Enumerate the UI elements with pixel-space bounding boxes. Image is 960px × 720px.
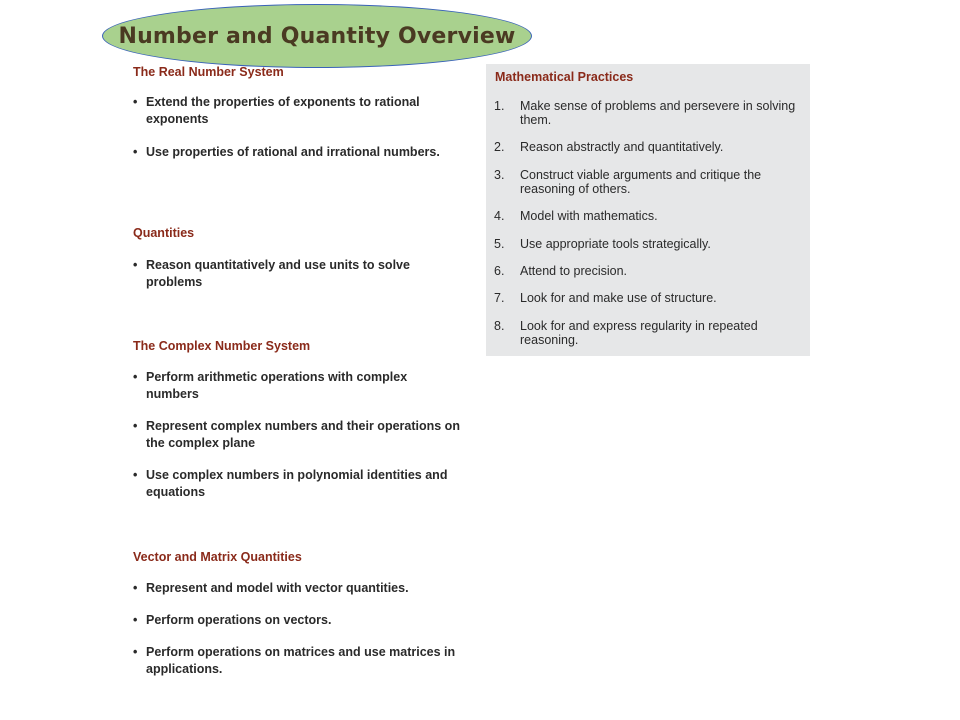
practice-item-7 [494,291,799,305]
bullet-item: • Perform arithmetic operations with complex numbers [133,369,463,403]
bullet-list [133,369,463,501]
practice-text: Make sense of problems and persevere in solving them. [520,99,796,127]
bullet-item: • Use complex numbers in polynomial identities and equations [133,467,463,501]
practice-number: 5. [494,237,505,251]
practice-item-6 [494,264,799,278]
section-complex-number-system [133,338,463,501]
page-title: Number and Quantity Overview [118,23,516,49]
section-heading: Vector and Matrix Quantities [133,550,302,564]
practice-text: Attend to precision. [520,264,628,278]
practice-item-3 [494,168,799,196]
practice-text: Look for and make use of structure. [520,291,717,305]
section-heading: Quantities [133,226,195,240]
practice-text: Model with mathematics. [520,209,658,223]
bullet-list [133,580,463,678]
title-oval [102,4,532,68]
bullet-item: • Represent and model with vector quantities. [133,580,463,597]
practice-text: Reason abstractly and quantitatively. [520,140,724,154]
practice-text: Use appropriate tools strategically. [520,237,711,251]
practice-text: Construct viable arguments and critique the reasoning of others. [520,168,762,196]
practice-number: 2. [494,140,505,154]
practice-text: Look for and express regularity in repeated reasoning. [520,319,758,347]
bullet-item: • Perform operations on matrices and use matrices in applications. [133,644,463,678]
practice-item-8 [494,319,799,347]
practice-number: 8. [494,319,505,333]
practice-item-4 [494,209,799,223]
bullet-item: • Use properties of rational and irrational numbers. [133,144,463,161]
section-real-number-system [133,64,463,161]
practice-item-1 [494,99,799,127]
practices-heading: Mathematical Practices [495,70,634,84]
bullet-item: • Represent complex numbers and their operations on the complex plane [133,418,463,452]
practice-number: 1. [494,99,505,113]
section-vector-matrix-quantities [133,549,463,678]
section-quantities [133,225,463,291]
bullet-list [133,94,463,161]
practice-item-5 [494,237,799,251]
bullet-item: • Extend the properties of exponents to rational exponents [133,94,463,128]
section-heading: The Real Number System [133,65,284,79]
practice-number: 3. [494,168,505,182]
section-heading: The Complex Number System [133,339,311,353]
practice-number: 7. [494,291,505,305]
bullet-item: • Reason quantitatively and use units to solve problems [133,257,463,291]
mathematical-practices-panel [486,64,810,356]
practice-number: 6. [494,264,505,278]
practice-item-2 [494,140,799,154]
bullet-list [133,257,463,291]
bullet-item: • Perform operations on vectors. [133,612,463,629]
practice-number: 4. [494,209,505,223]
